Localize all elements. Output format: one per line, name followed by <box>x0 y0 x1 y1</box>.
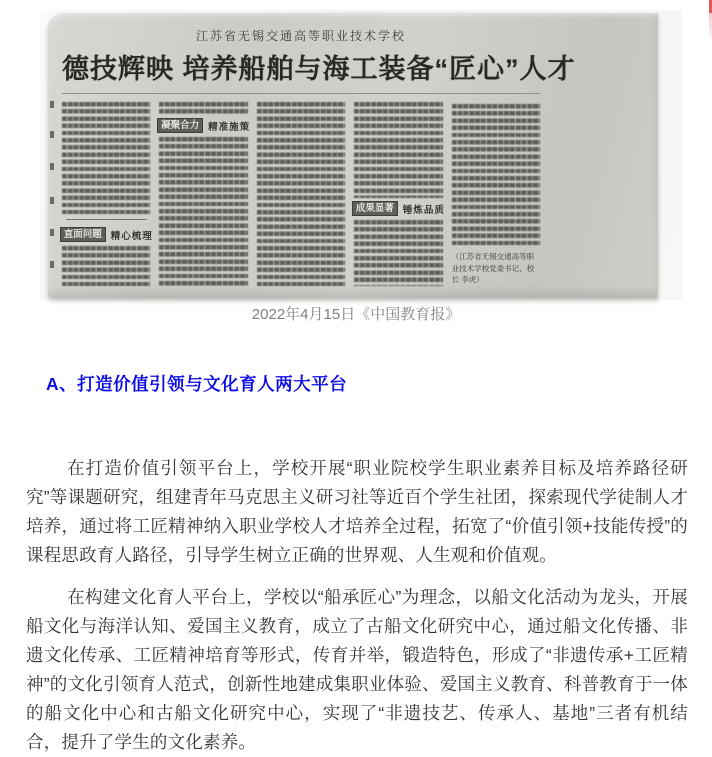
newspaper-byline: （江苏省无锡交通高等职业技术学校党委书记、校长 李虎） <box>451 252 535 285</box>
paper-edge-mark <box>50 101 54 108</box>
newspaper-main-area <box>62 21 576 286</box>
newspaper-column-2 <box>159 102 251 286</box>
newspaper-headline: 德技辉映 培养船舶与海工装备“匠心”人才 <box>62 47 540 94</box>
subhead-boxed-label: 直面问题 <box>60 227 106 242</box>
newspaper-column-5 <box>452 102 540 286</box>
newspaper-column-4 <box>354 102 445 286</box>
section-heading: A、打造价值引领与文化育人两大平台 <box>46 374 348 394</box>
newspaper-columns <box>62 102 540 286</box>
blurred-text-block <box>159 102 247 115</box>
newspaper-column-1 <box>62 102 153 286</box>
newspaper-clipping-photo <box>40 10 682 300</box>
subhead-label: 锤炼品质 <box>402 204 445 216</box>
paper-edge-mark <box>50 229 54 236</box>
image-caption: 2022年4月15日《中国教育报》 <box>251 306 461 323</box>
newspaper-kicker: 江苏省无锡交通高等职业技术学校 <box>195 29 406 43</box>
column-divider-rule <box>66 219 147 220</box>
newspaper-subhead <box>62 227 153 242</box>
blurred-text-block <box>159 137 247 286</box>
paper-edge-mark <box>50 261 54 268</box>
body-paragraph: 在打造价值引领平台上，学校开展“职业院校学生职业素养目标及培养路径研究”等课题研究，组建青年马克思主义研习社等近百个学生社团，探索现代学徒制人才培养，通过将工匠精神纳入职业学校人才培养全过程，拓宽了“价值引领+技能传授”的课程思政育人路径，引导学生树立正确的世界观、人生观和价值观。 <box>26 457 689 565</box>
blurred-text-block <box>257 102 345 286</box>
newspaper-paper <box>48 13 658 298</box>
paper-edge-mark <box>50 163 54 170</box>
paper-edge-mark <box>50 197 54 204</box>
newspaper-subhead <box>354 201 445 216</box>
blurred-text-block <box>354 220 442 286</box>
newspaper-column-3 <box>257 102 345 286</box>
subhead-label: 精准施策 <box>208 121 251 133</box>
subhead-boxed-label: 成果显著 <box>352 201 398 216</box>
blurred-text-block <box>452 104 540 247</box>
body-paragraph: 在构建文化育人平台上，学校以“船承匠心”为理念，以船文化活动为龙头，开展船文化与海洋认知、爱国主义教育，成立了古船文化研究中心，通过船文化传播、非遗文化传承、工匠精神培育等形式，传育并举，锻造特色，形成了“非遗传承+工匠精神”的文化引领育人范式，创新性地建成集职业体验、爱国主义教育、科普教育于一体的船文化中心和古船文化研究中心，实现了“非遗技艺、传承人、基地”三者有机结合，提升了学生的文化素养。 <box>26 586 688 752</box>
subhead-label: 精心梳理 <box>110 230 153 242</box>
blurred-text-block <box>62 246 150 286</box>
paper-edge-mark <box>50 131 54 138</box>
blurred-text-block <box>354 102 442 198</box>
subhead-boxed-label: 凝聚合力 <box>157 118 203 133</box>
blurred-text-block <box>62 102 150 214</box>
newspaper-subhead <box>159 118 251 133</box>
